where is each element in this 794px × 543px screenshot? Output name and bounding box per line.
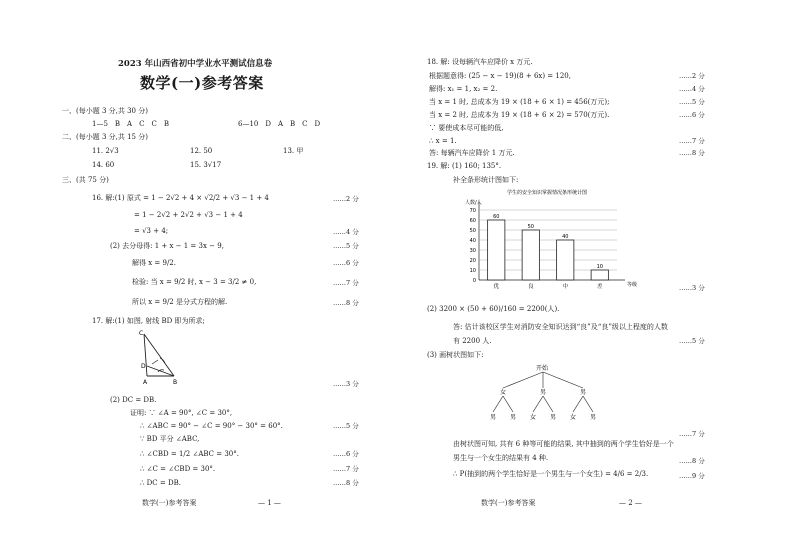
score-mark: ……6 分 bbox=[333, 450, 359, 458]
q19-line-4: 答: 估计该校区学生对消防安全知识达到“良”及“良”级以上程度的人数 bbox=[453, 323, 668, 331]
bar bbox=[488, 220, 505, 280]
score-mark: ……8 分 bbox=[333, 299, 359, 307]
section-1-heading: 一、(每小题 3 分,共 30 分) bbox=[62, 107, 148, 115]
tree-l2-node: 男 bbox=[590, 414, 597, 421]
side-cb bbox=[144, 334, 174, 376]
score-mark: ……8 分 bbox=[333, 479, 359, 487]
q18-line-6: ∵ 要使成本尽可能的低, bbox=[429, 124, 504, 132]
x-tick-label: 良 bbox=[527, 284, 534, 290]
tree-diagram bbox=[481, 360, 611, 428]
score-mark: ……8 分 bbox=[679, 457, 705, 465]
section-1-answers-1-5: 1—5 B A C C B bbox=[92, 120, 169, 128]
bar-value-label: 40 bbox=[562, 234, 569, 240]
arc-mark-3 bbox=[152, 360, 158, 364]
label-b: B bbox=[173, 379, 178, 386]
score-mark: ……5 分 bbox=[679, 98, 705, 106]
score-mark: ……4 分 bbox=[679, 85, 705, 93]
score-mark: ……7 分 bbox=[679, 430, 705, 438]
q19-line-6: (3) 画树状图如下: bbox=[427, 351, 484, 359]
tree-l2-node: 男 bbox=[510, 414, 517, 421]
section-1-answers-6-10: 6—10 D A B C D bbox=[238, 120, 321, 128]
score-mark: ……6 分 bbox=[679, 111, 705, 119]
tree-l2-node: 男 bbox=[550, 414, 557, 421]
tree-l1-node: 男 bbox=[540, 389, 547, 396]
answer-11: 11. 2√3 bbox=[92, 147, 119, 155]
page-number: — 2 — bbox=[619, 499, 642, 507]
bar bbox=[557, 240, 574, 280]
exam-header: 2023 年山西省初中学业水平测试信息卷 bbox=[118, 59, 273, 69]
score-mark: ……6 分 bbox=[333, 259, 359, 267]
score-mark: ……3 分 bbox=[333, 380, 359, 388]
score-mark: ……2 分 bbox=[333, 195, 359, 203]
q16-line-6: 检验: 当 x = 9/2 时, x − 3 = 3/2 ≠ 0, bbox=[132, 278, 257, 286]
x-tick-label: 优 bbox=[493, 284, 500, 290]
bar-chart bbox=[457, 186, 667, 294]
answer-14: 14. 60 bbox=[92, 161, 115, 169]
q19-line-9: ∴ P(抽到的两个学生恰好是一个男生与一个女生) = 4/6 = 2/3. bbox=[453, 470, 649, 478]
y-axis-label: 人数/人 bbox=[465, 200, 482, 206]
q19-line-7: 由树状图可知, 共有 6 种等可能的结果, 其中抽到的两个学生恰好是一个 bbox=[453, 440, 674, 448]
label-d: D bbox=[141, 363, 146, 370]
y-tick-label: 0 bbox=[472, 277, 476, 284]
bar-value-label: 50 bbox=[527, 224, 534, 230]
q18-line-5: 当 x = 2 时, 总成本为 19 × (18 + 6 × 2) = 570(万元). bbox=[429, 111, 610, 119]
tree-root: 开始 bbox=[536, 365, 549, 372]
page-number: — 1 — bbox=[258, 499, 281, 507]
tree-l2-node: 男 bbox=[490, 414, 497, 421]
y-tick-label: 30 bbox=[469, 247, 476, 254]
answer-12: 12. 50 bbox=[190, 147, 213, 155]
q18-line-7: ∴ x = 1. bbox=[429, 137, 457, 145]
score-mark: ……9 分 bbox=[679, 472, 705, 480]
q17-line-7: ∴ ∠C = ∠CBD = 30°. bbox=[140, 465, 216, 473]
score-mark: ……7 分 bbox=[679, 137, 705, 145]
score-mark: ……7 分 bbox=[333, 465, 359, 473]
bar-value-label: 60 bbox=[493, 214, 500, 220]
q19-line-3: (2) 3200 × (50 + 60)/160 = 2200(人). bbox=[427, 305, 560, 313]
section-3-heading: 三、(共 75 分) bbox=[62, 176, 109, 184]
x-tick-label: 中 bbox=[562, 284, 569, 290]
bar bbox=[522, 230, 539, 280]
tree-l1-node: 男 bbox=[580, 389, 587, 396]
q16-line-5: 解得 x = 9/2. bbox=[132, 259, 176, 267]
q19-line-5: 有 2200 人. bbox=[453, 337, 492, 345]
score-mark: ……8 分 bbox=[679, 149, 705, 157]
q17-line-6: ∴ ∠CBD = 1/2 ∠ABC = 30°. bbox=[140, 450, 239, 458]
tree-l1-node: 女 bbox=[500, 389, 507, 396]
score-mark: ……5 分 bbox=[333, 242, 359, 250]
page-footer: 数学(一)参考答案 bbox=[481, 499, 536, 507]
q19-line-8: 男生与一个女生的结果有 4 种. bbox=[453, 454, 549, 462]
triangle-figure bbox=[132, 328, 188, 386]
page-title: 数学(一)参考答案 bbox=[140, 74, 264, 92]
score-mark: ……2 分 bbox=[679, 72, 705, 80]
chart-title: 学生的安全知识掌握情况条形统计图 bbox=[507, 190, 588, 196]
q19-line-1: 19. 解: (1) 160; 135°. bbox=[427, 162, 502, 170]
y-tick-label: 50 bbox=[469, 227, 476, 234]
y-tick-label: 20 bbox=[469, 257, 476, 264]
q18-line-2: 根据题意得: (25 − x − 19)(8 + 6x) = 120, bbox=[429, 72, 571, 80]
q17-line-1: 17. 解:(1) 如图, 射线 BD 即为所求; bbox=[92, 317, 205, 325]
x-axis-label: 等级 bbox=[627, 282, 638, 288]
q17-line-4: ∴ ∠ABC = 90° − ∠C = 90° − 30° = 60°. bbox=[140, 422, 283, 430]
q17-line-2: (2) DC = DB. bbox=[110, 396, 157, 404]
tree-l2-node: 女 bbox=[530, 414, 537, 421]
section-2-heading: 二、(每小题 3 分,共 15 分) bbox=[62, 133, 148, 141]
q18-line-1: 18. 解: 设每辆汽车应降价 x 万元. bbox=[427, 58, 533, 66]
answer-15: 15. 3√17 bbox=[190, 161, 222, 169]
q16-line-4: (2) 去分母得: 1 + x − 1 = 3x − 9, bbox=[110, 242, 224, 250]
answer-13: 13. 甲 bbox=[283, 147, 304, 155]
q17-line-8: ∴ DC = DB. bbox=[140, 479, 181, 487]
q18-line-8: 答: 每辆汽车应降价 1 万元. bbox=[429, 149, 515, 157]
page-footer: 数学(一)参考答案 bbox=[142, 499, 197, 507]
score-mark: ……5 分 bbox=[679, 337, 705, 345]
score-mark: ……5 分 bbox=[333, 422, 359, 430]
q18-line-3: 解得: x₁ = 1, x₂ = 2. bbox=[429, 85, 498, 93]
y-tick-label: 10 bbox=[469, 267, 476, 274]
q16-line-7: 所以 x = 9/2 是分式方程的解. bbox=[132, 298, 228, 306]
score-mark: ……4 分 bbox=[333, 228, 359, 236]
q16-line-3: = √3 + 4; bbox=[134, 227, 169, 235]
label-c: C bbox=[139, 330, 144, 337]
q19-line-2: 补全条形统计图如下: bbox=[453, 176, 519, 184]
bar bbox=[591, 270, 608, 280]
y-tick-label: 60 bbox=[469, 217, 476, 224]
x-tick-label: 差 bbox=[596, 284, 603, 290]
q16-line-1: 16. 解:(1) 原式 = 1 − 2√2 + 4 × √2/2 + √3 − 1 + 4 bbox=[92, 194, 269, 202]
q16-line-2: = 1 − 2√2 + 2√2 + √3 − 1 + 4 bbox=[134, 211, 243, 219]
label-a: A bbox=[143, 379, 148, 386]
q17-line-3: 证明: ∵ ∠A = 90°, ∠C = 30°, bbox=[130, 409, 233, 417]
score-mark: ……3 分 bbox=[679, 284, 705, 292]
bar-value-label: 10 bbox=[596, 264, 603, 270]
q18-line-4: 当 x = 1 时, 总成本为 19 × (18 + 6 × 1) = 456(万元); bbox=[429, 98, 610, 106]
y-tick-label: 70 bbox=[469, 207, 476, 214]
y-tick-label: 40 bbox=[469, 237, 476, 244]
answer-page-2 bbox=[397, 0, 794, 543]
tree-l2-node: 女 bbox=[570, 414, 577, 421]
score-mark: ……7 分 bbox=[333, 279, 359, 287]
q17-line-5: ∵ BD 平分 ∠ABC, bbox=[140, 435, 200, 443]
